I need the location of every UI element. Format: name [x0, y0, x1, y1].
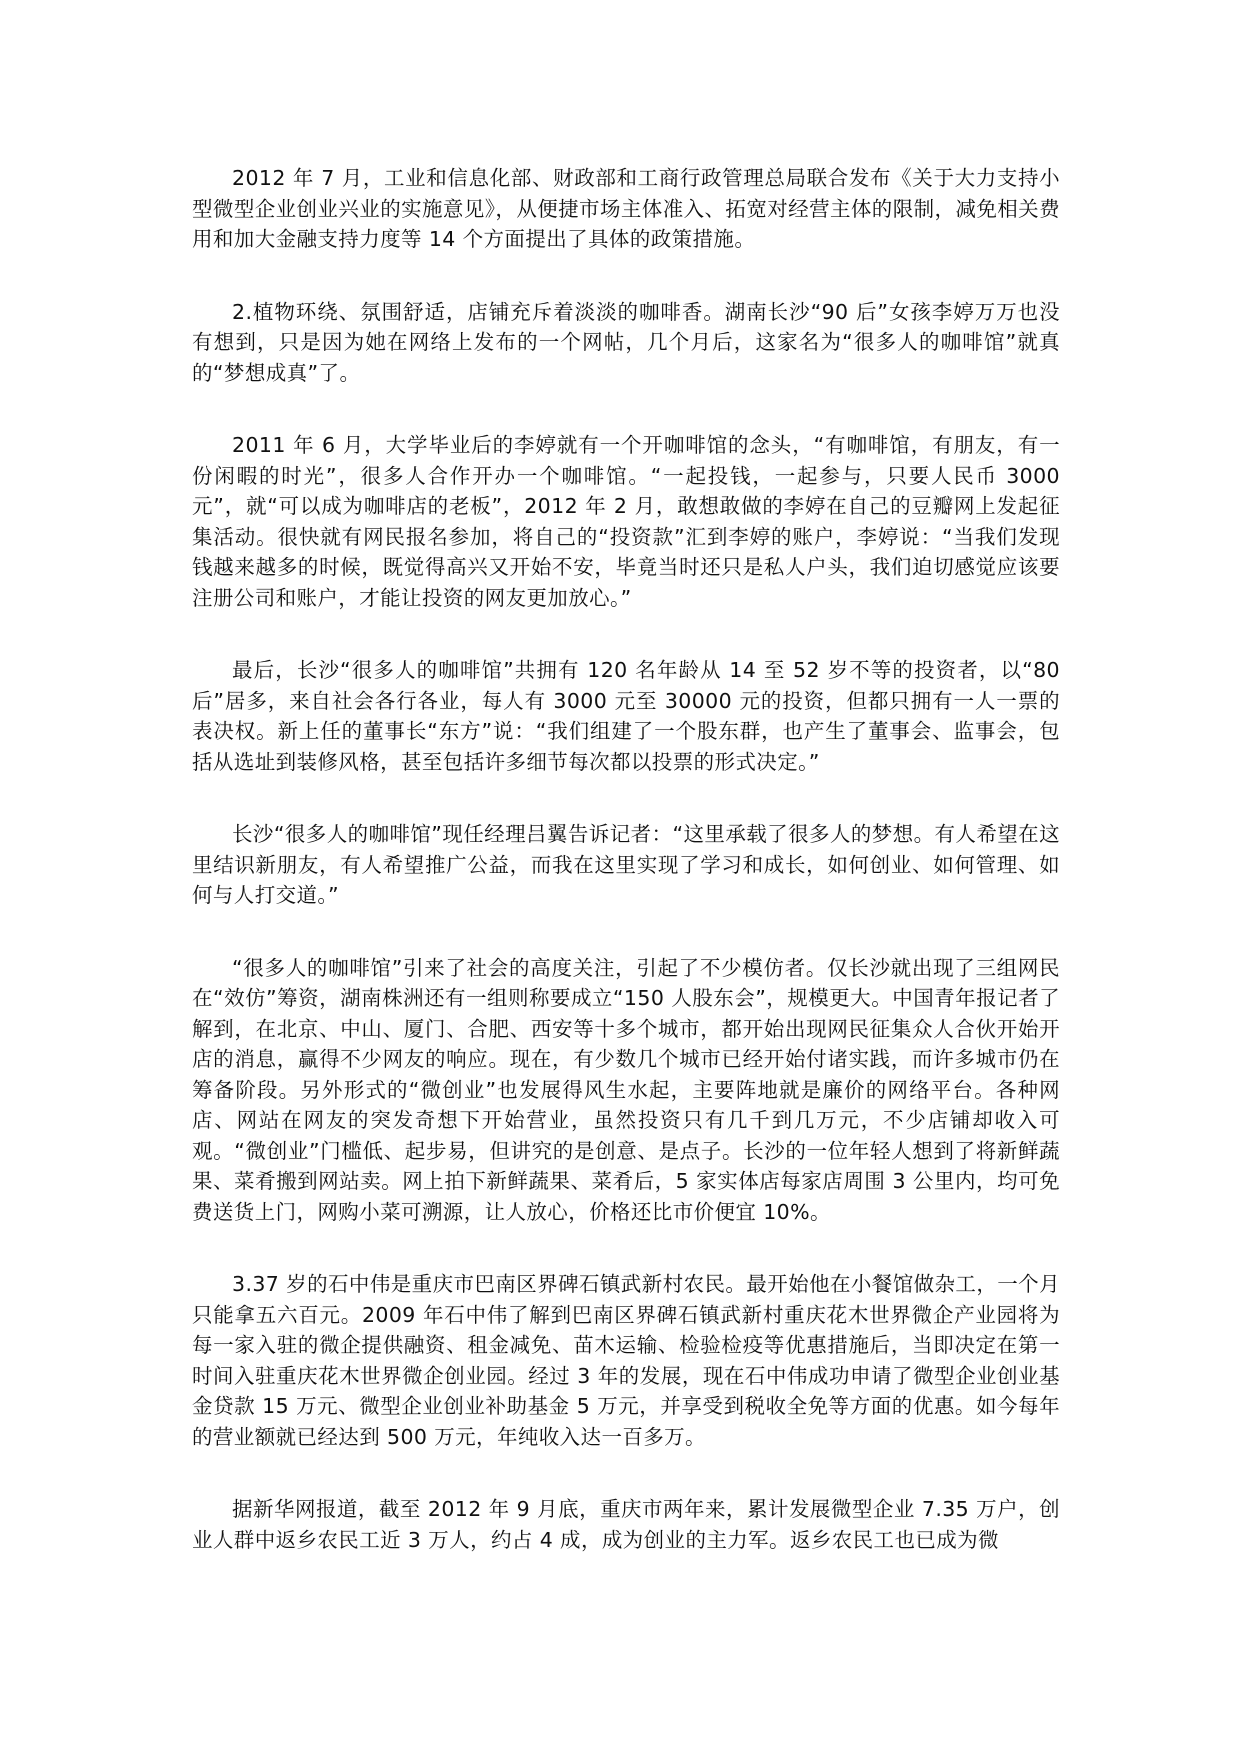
paragraph-cafe-origin: 2011 年 6 月，大学毕业后的李婷就有一个开咖啡馆的念头，“有咖啡馆，有朋友，有一份闲暇的时光”，很多人合作开办一个咖啡馆。“一起投钱，一起参与，只要人民币 3000 元”，就“可以成为咖啡店的老板”，2012 年 2 月，敢想敢做的李婷在自己的豆瓣网上发起征集活动。很快就有网民报名参加，将自己的“投资款”汇到李婷的账户，李婷说：“当我们发现钱越来越多的时候，既觉得高兴又开始不安，毕竟当时还只是私人户头，我们迫切感觉应该要注册公司和账户，才能让投资的网友更加放心。”: [192, 433, 1060, 610]
document-page: [192, 163, 1060, 1555]
paragraph-policy: 2012 年 7 月，工业和信息化部、财政部和工商行政管理总局联合发布《关于大力支持小型微型企业创业兴业的实施意见》，从便捷市场主体准入、拓宽对经营主体的限制，减免相关费用和加大金融支持力度等 14 个方面提出了具体的政策措施。: [192, 166, 1060, 251]
paragraph-cafe-intro: 2.植物环绕、氛围舒适，店铺充斥着淡淡的咖啡香。湖南长沙“90 后”女孩李婷万万也没有想到，只是因为她在网络上发布的一个网帖，几个月后，这家名为“很多人的咖啡馆”就真的“梦想成真”了。: [192, 299, 1060, 385]
paragraph-micro-startup: “很多人的咖啡馆”引来了社会的高度关注，引起了不少模仿者。仅长沙就出现了三组网民在“效仿”筹资，湖南株洲还有一组则称要成立“150 人股东会”，规模更大。中国青年报记者了解到，在北京、中山、厦门、合肥、西安等十多个城市，都开始出现网民征集众人合伙开始开店的消息，赢得不少网友的响应。现在，有少数几个城市已经开始付诸实践，而许多城市仍在筹备阶段。另外形式的“微创业”也发展得风生水起，主要阵地就是廉价的网络平台。各种网店、网站在网友的突发奇想下开始营业，虽然投资只有几千到几万元，不少店铺却收入可观。“微创业”门槛低、起步易，但讲究的是创意、是点子。长沙的一位年轻人想到了将新鲜蔬果、菜肴搬到网站卖。网上拍下新鲜蔬果、菜肴后，5 家实体店每家店周围 3 公里内，均可免费送货上门，网购小菜可溯源，让人放心，价格还比市价便宜 10%。: [192, 955, 1060, 1224]
paragraph-chongqing-report: 据新华网报道，截至 2012 年 9 月底，重庆市两年来，累计发展微型企业 7.35 万户，创业人群中返乡农民工近 3 万人，约占 4 成，成为创业的主力军。返乡农民工也已成为微: [192, 1497, 1060, 1552]
paragraph-shi-zhongwei: 3.37 岁的石中伟是重庆市巴南区界碑石镇武新村农民。最开始他在小餐馆做杂工，一个月只能拿五六百元。2009 年石中伟了解到巴南区界碑石镇武新村重庆花木世界微企产业园将为每一家入驻的微企提供融资、租金减免、苗木运输、检验检疫等优惠措施后，当即决定在第一时间入驻重庆花木世界微企创业园。经过 3 年的发展，现在石中伟成功申请了微型企业创业基金贷款 15 万元、微型企业创业补助基金 5 万元，并享受到税收全免等方面的优惠。如今每年的营业额就已经达到 500 万元，年纯收入达一百多万。: [192, 1272, 1060, 1449]
paragraph-cafe-manager: 长沙“很多人的咖啡馆”现任经理吕翼告诉记者：“这里承载了很多人的梦想。有人希望在这里结识新朋友，有人希望推广公益，而我在这里实现了学习和成长，如何创业、如何管理、如何与人打交道。”: [192, 822, 1060, 907]
paragraph-cafe-investors: 最后，长沙“很多人的咖啡馆”共拥有 120 名年龄从 14 至 52 岁不等的投资者，以“80 后”居多，来自社会各行各业，每人有 3000 元至 30000 元的投资，但都只拥有一人一票的表决权。新上任的董事长“东方”说：“我们组建了一个股东群，也产生了董事会、监事会，包括从选址到装修风格，甚至包括许多细节每次都以投票的形式决定。”: [192, 658, 1060, 774]
